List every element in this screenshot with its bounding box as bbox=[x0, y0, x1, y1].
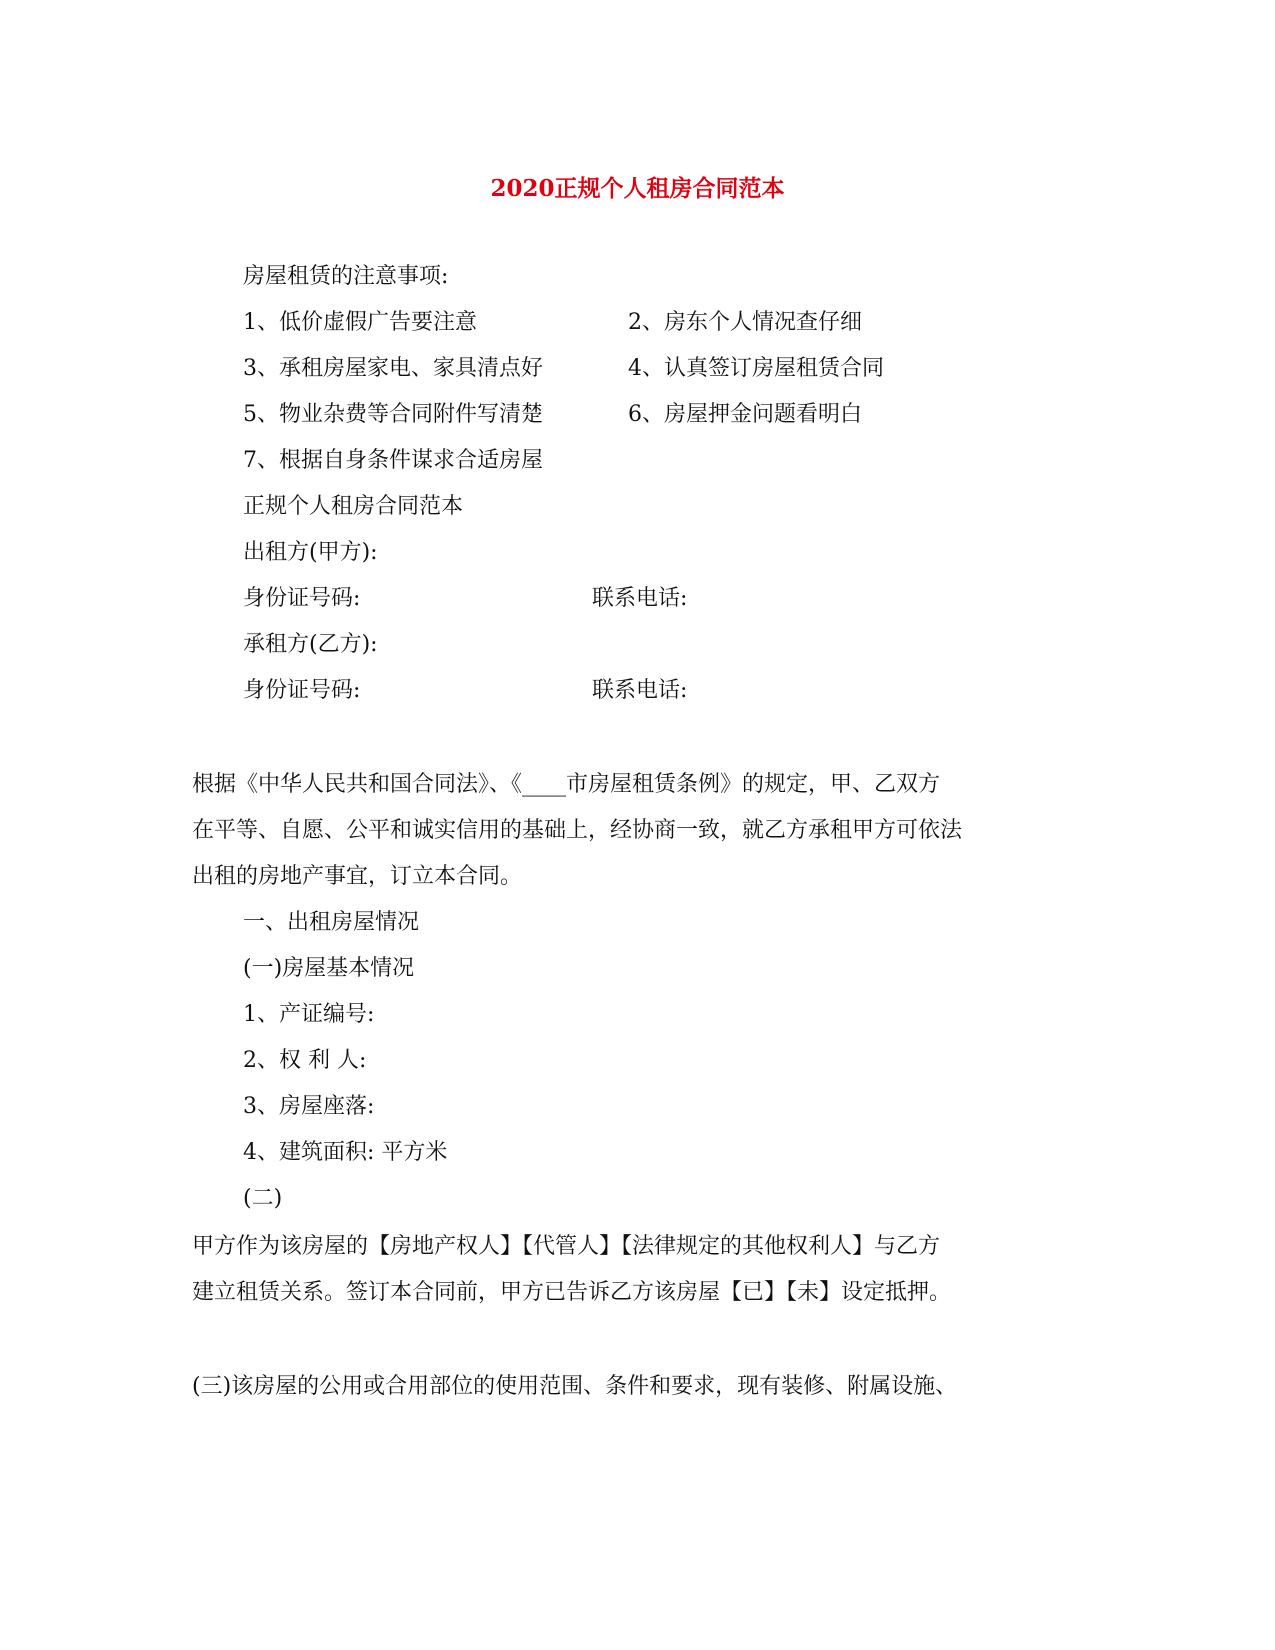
paragraph-line: 甲方作为该房屋的【房地产权人】【代管人】【法律规定的其他权利人】与乙方 bbox=[192, 1234, 941, 1259]
paragraph-line: (三)该房屋的公用或合用部位的使用范围、条件和要求，现有装修、附属设施、 bbox=[192, 1374, 958, 1399]
lessor-id-label: 身份证号码: bbox=[243, 586, 361, 611]
contract-title: 正规个人租房合同范本 bbox=[243, 494, 464, 519]
notes-heading: 房屋租赁的注意事项: bbox=[243, 264, 449, 289]
lessee-label: 承租方(乙方): bbox=[243, 632, 378, 657]
lessor-label: 出租方(甲方): bbox=[243, 540, 378, 565]
lessor-phone-label: 联系电话: bbox=[592, 586, 688, 611]
subsection-heading: (二) bbox=[243, 1186, 283, 1211]
preamble-line: 根据《中华人民共和国合同法》、《____市房屋租赁条例》的规定，甲、乙双方 bbox=[192, 772, 941, 797]
paragraph-line: 建立租赁关系。签订本合同前，甲方已告诉乙方该房屋【已】【未】设定抵押。 bbox=[192, 1280, 952, 1305]
preamble-line: 出租的房地产事宜，订立本合同。 bbox=[192, 864, 523, 889]
note-item: 4、认真签订房屋租赁合同 bbox=[628, 356, 884, 381]
property-item: 4、建筑面积: 平方米 bbox=[243, 1140, 448, 1165]
lessee-id-label: 身份证号码: bbox=[243, 678, 361, 703]
note-item: 6、房屋押金问题看明白 bbox=[628, 402, 862, 427]
note-item: 3、承租房屋家电、家具清点好 bbox=[243, 356, 543, 381]
note-item: 5、物业杂费等合同附件写清楚 bbox=[243, 402, 543, 427]
note-item: 7、根据自身条件谋求合适房屋 bbox=[243, 448, 543, 473]
section-heading: 一、出租房屋情况 bbox=[243, 910, 420, 935]
property-item: 2、权 利 人: bbox=[243, 1048, 367, 1073]
property-item: 1、产证编号: bbox=[243, 1002, 375, 1027]
document-title: 2020正规个人租房合同范本 bbox=[490, 175, 785, 202]
note-item: 1、低价虚假广告要注意 bbox=[243, 310, 477, 335]
note-item: 2、房东个人情况查仔细 bbox=[628, 310, 862, 335]
property-item: 3、房屋座落: bbox=[243, 1094, 375, 1119]
lessee-phone-label: 联系电话: bbox=[592, 678, 688, 703]
preamble-line: 在平等、自愿、公平和诚实信用的基础上，经协商一致，就乙方承租甲方可依法 bbox=[192, 818, 963, 843]
subsection-heading: (一)房屋基本情况 bbox=[243, 956, 415, 981]
